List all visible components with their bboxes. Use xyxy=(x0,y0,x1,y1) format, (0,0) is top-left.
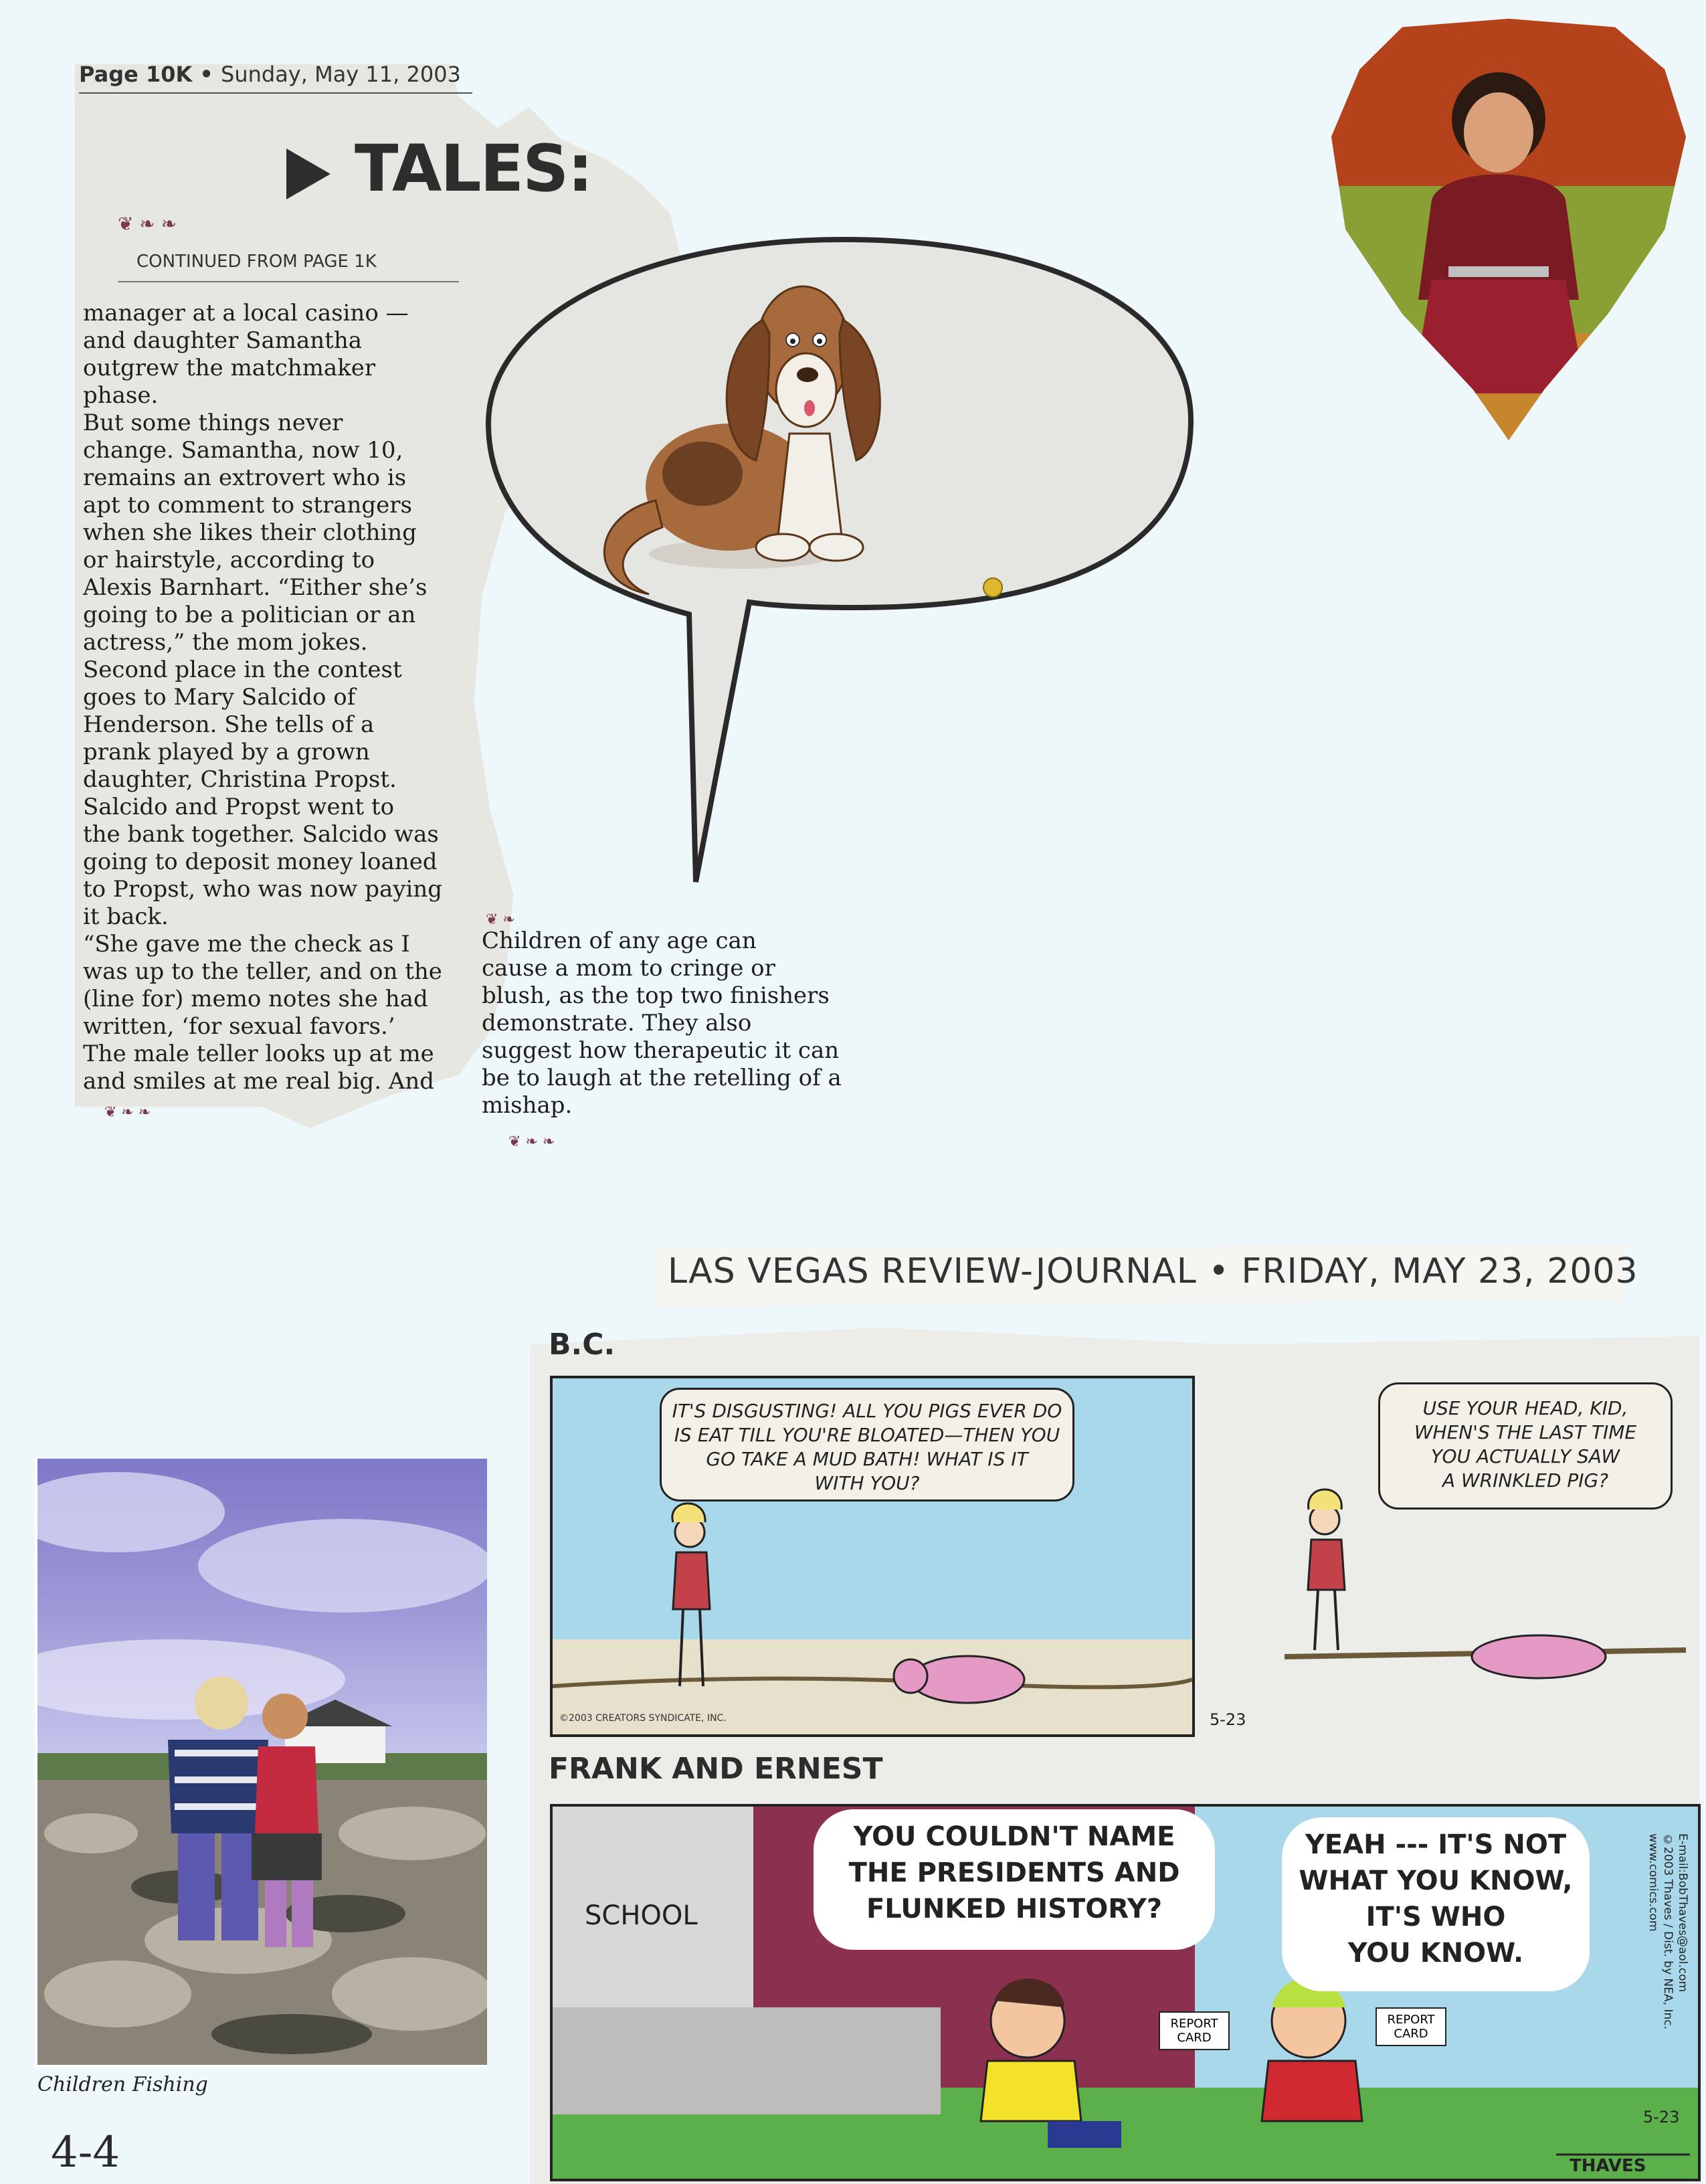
fe-speech-bubble-1: YOU COULDN'T NAME THE PRESIDENTS AND FLUNKED HISTORY? xyxy=(814,1809,1215,1950)
fe-date: 5-23 xyxy=(1643,2108,1680,2126)
report-card-2: REPORT CARD xyxy=(1376,2007,1446,2046)
arrow-icon xyxy=(286,149,330,199)
article-column-1: manager at a local casino — and daughter Samantha outgrew the matchmaker phase. But some things never change. Samantha, now 10, remains an extrovert who is apt to comment to strangers when she likes their clothing or hairstyle, according to Alexis Barnhart. “Either she’s going to be a politician or an actress,” the mom jokes. Second place in the contest goes to Mary Salcido of Henderson. She tells of a prank played by a grown daughter, Christina Propst. Salcido and Propst went to the bank together. Salcido was going to deposit money loaned to Propst, who was now paying it back. “She gave me the check as I was up to the teller, and on the (line for) memo notes she had written, ‘for sexual favors.’ The male teller looks up at me and smiles at me real big. And xyxy=(83,300,442,1095)
report-card-1: REPORT CARD xyxy=(1159,2011,1230,2050)
school-sign: SCHOOL xyxy=(585,1900,698,1931)
ornament-icon: ❦ ❧ ❧ xyxy=(118,213,177,235)
fe-credit: E-mail:BobThaves@aol.com ©2003 Thaves / Dist. by NEA, Inc. www.comics.com xyxy=(1646,1833,1689,2029)
tales-heading: TALES: xyxy=(355,131,592,206)
header-date: Sunday, May 11, 2003 xyxy=(221,62,461,87)
bc-title: B.C. xyxy=(549,1328,615,1362)
article-column-2: Children of any age can cause a mom to cringe or blush, as the top two finishers demonstrate. They also suggest how therapeutic it can be to laugh at the retelling of a mishap. xyxy=(482,927,842,1119)
ornament-icon: ❦ ❧ xyxy=(486,911,515,928)
lvrj-header: LAS VEGAS REVIEW-JOURNAL • FRIDAY, MAY 23, 2003 xyxy=(668,1251,1638,1291)
photo-caption: Children Fishing xyxy=(37,2073,208,2096)
frank-ernest-panel xyxy=(550,1804,1701,2181)
bc-speech-bubble-1: IT'S DISGUSTING! ALL YOU PIGS EVER DO IS EAT TILL YOU'RE BLOATED—THEN YOU GO TAKE A MUD BATH! WHAT IS IT WITH YOU? xyxy=(660,1388,1074,1502)
girl-heart-photo xyxy=(1331,19,1686,440)
bc-copyright: ©2003 CREATORS SYNDICATE, INC. xyxy=(559,1713,727,1724)
bc-speech-bubble-2: USE YOUR HEAD, KID, WHEN'S THE LAST TIME YOU ACTUALLY SAW A WRINKLED PIG? xyxy=(1378,1382,1673,1510)
ornament-icon: ❦ ❧ ❧ xyxy=(104,1104,151,1121)
frank-ernest-title: FRANK AND ERNEST xyxy=(549,1752,883,1786)
handwritten-page-number: 4-4 xyxy=(51,2128,120,2177)
fe-signature: THAVES xyxy=(1570,2156,1646,2176)
page-label: Page 10K xyxy=(79,62,193,87)
ornament-icon: ❦ ❧ ❧ xyxy=(508,1133,555,1150)
page-header: Page 10K • Sunday, May 11, 2003 xyxy=(79,62,461,87)
continued-label: CONTINUED FROM PAGE 1K xyxy=(136,252,377,272)
header-rule xyxy=(79,92,472,94)
children-fishing-photo xyxy=(35,1459,487,2068)
continued-rule xyxy=(118,281,459,282)
bc-date: 5-23 xyxy=(1210,1710,1246,1729)
dog-speech-bubble xyxy=(482,233,1204,902)
bc-panel-1 xyxy=(550,1376,1195,1737)
bc-panel-2 xyxy=(1204,1376,1686,1737)
fe-speech-bubble-2: YEAH --- IT'S NOT WHAT YOU KNOW, IT'S WHO YOU KNOW. xyxy=(1282,1817,1590,1991)
